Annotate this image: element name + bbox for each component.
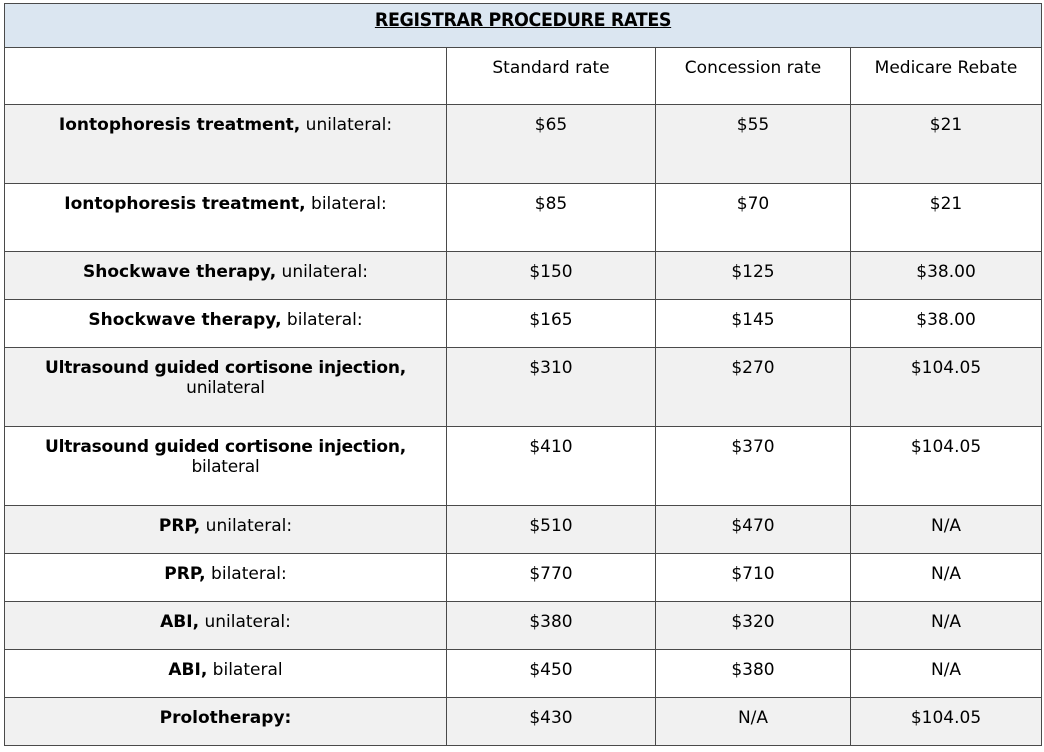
medicare-rebate-cell: $21 bbox=[851, 184, 1042, 252]
procedure-cell bbox=[5, 348, 447, 427]
concession-rate-cell: $380 bbox=[656, 650, 851, 698]
standard-rate-cell: $165 bbox=[447, 300, 656, 348]
standard-rate-cell: $380 bbox=[447, 602, 656, 650]
standard-rate-cell: $150 bbox=[447, 252, 656, 300]
concession-rate-cell: $125 bbox=[656, 252, 851, 300]
table-row bbox=[5, 105, 1042, 184]
procedure-qualifier: bilateral: bbox=[281, 310, 363, 330]
medicare-rebate-cell: $38.00 bbox=[851, 300, 1042, 348]
procedure-cell bbox=[5, 506, 447, 554]
title-cell bbox=[5, 4, 1042, 48]
procedure-name: Prolotherapy: bbox=[159, 708, 292, 728]
table-row bbox=[5, 184, 1042, 252]
medicare-rebate-cell: N/A bbox=[851, 650, 1042, 698]
standard-rate-cell: $65 bbox=[447, 105, 656, 184]
table-row bbox=[5, 348, 1042, 427]
standard-rate-cell: $430 bbox=[447, 698, 656, 746]
table-row bbox=[5, 602, 1042, 650]
medicare-rebate-cell: $104.05 bbox=[851, 427, 1042, 506]
procedure-qualifier: unilateral: bbox=[199, 612, 291, 632]
procedure-cell bbox=[5, 300, 447, 348]
table-row bbox=[5, 427, 1042, 506]
concession-rate-cell: N/A bbox=[656, 698, 851, 746]
table-row bbox=[5, 300, 1042, 348]
table-row bbox=[5, 506, 1042, 554]
title-row bbox=[5, 4, 1042, 48]
medicare-rebate-cell: N/A bbox=[851, 602, 1042, 650]
concession-rate-cell: $370 bbox=[656, 427, 851, 506]
standard-rate-cell: $410 bbox=[447, 427, 656, 506]
standard-rate-cell: $310 bbox=[447, 348, 656, 427]
procedure-qualifier: unilateral bbox=[186, 378, 265, 398]
concession-rate-cell: $470 bbox=[656, 506, 851, 554]
procedure-name: PRP, bbox=[158, 516, 201, 536]
procedure-cell bbox=[5, 105, 447, 184]
procedure-rates-table bbox=[4, 3, 1042, 746]
procedure-cell bbox=[5, 698, 447, 746]
page-title: REGISTRAR PROCEDURE RATES bbox=[374, 9, 672, 31]
concession-rate-cell: $145 bbox=[656, 300, 851, 348]
procedure-qualifier: bilateral bbox=[191, 457, 260, 477]
procedure-cell bbox=[5, 184, 447, 252]
medicare-rebate-cell: $104.05 bbox=[851, 348, 1042, 427]
medicare-rebate-cell: N/A bbox=[851, 554, 1042, 602]
procedure-name: Shockwave therapy, bbox=[83, 262, 277, 282]
procedure-cell bbox=[5, 602, 447, 650]
standard-rate-cell: $85 bbox=[447, 184, 656, 252]
procedure-name: PRP, bbox=[164, 564, 206, 584]
table-row bbox=[5, 554, 1042, 602]
concession-rate-cell: $320 bbox=[656, 602, 851, 650]
procedure-qualifier: bilateral bbox=[207, 660, 283, 680]
header-standard-rate: Standard rate bbox=[447, 48, 656, 105]
concession-rate-cell: $55 bbox=[656, 105, 851, 184]
header-procedure bbox=[5, 48, 447, 105]
procedure-name: Iontophoresis treatment, bbox=[64, 194, 306, 214]
table-row bbox=[5, 252, 1042, 300]
standard-rate-cell: $510 bbox=[447, 506, 656, 554]
procedure-name: Iontophoresis treatment, bbox=[58, 115, 301, 135]
header-concession-rate: Concession rate bbox=[656, 48, 851, 105]
standard-rate-cell: $770 bbox=[447, 554, 656, 602]
medicare-rebate-cell: N/A bbox=[851, 506, 1042, 554]
procedure-cell bbox=[5, 252, 447, 300]
procedure-name: Ultrasound guided cortisone injection, bbox=[45, 437, 406, 457]
procedure-qualifier: unilateral: bbox=[200, 516, 293, 536]
table-row bbox=[5, 650, 1042, 698]
table-row bbox=[5, 698, 1042, 746]
procedure-qualifier: bilateral: bbox=[305, 194, 387, 214]
concession-rate-cell: $710 bbox=[656, 554, 851, 602]
concession-rate-cell: $270 bbox=[656, 348, 851, 427]
medicare-rebate-cell: $104.05 bbox=[851, 698, 1042, 746]
procedure-cell bbox=[5, 554, 447, 602]
procedure-name: Shockwave therapy, bbox=[88, 310, 282, 330]
procedure-name: Ultrasound guided cortisone injection, bbox=[45, 358, 406, 378]
procedure-name: ABI, bbox=[168, 660, 208, 680]
procedure-cell bbox=[5, 650, 447, 698]
standard-rate-cell: $450 bbox=[447, 650, 656, 698]
procedure-qualifier: unilateral: bbox=[300, 115, 393, 135]
concession-rate-cell: $70 bbox=[656, 184, 851, 252]
header-row bbox=[5, 48, 1042, 105]
procedure-qualifier: unilateral: bbox=[276, 262, 368, 282]
procedure-name: ABI, bbox=[160, 612, 200, 632]
procedure-cell bbox=[5, 427, 447, 506]
medicare-rebate-cell: $38.00 bbox=[851, 252, 1042, 300]
header-medicare-rebate: Medicare Rebate bbox=[851, 48, 1042, 105]
procedure-qualifier: bilateral: bbox=[205, 564, 287, 584]
medicare-rebate-cell: $21 bbox=[851, 105, 1042, 184]
